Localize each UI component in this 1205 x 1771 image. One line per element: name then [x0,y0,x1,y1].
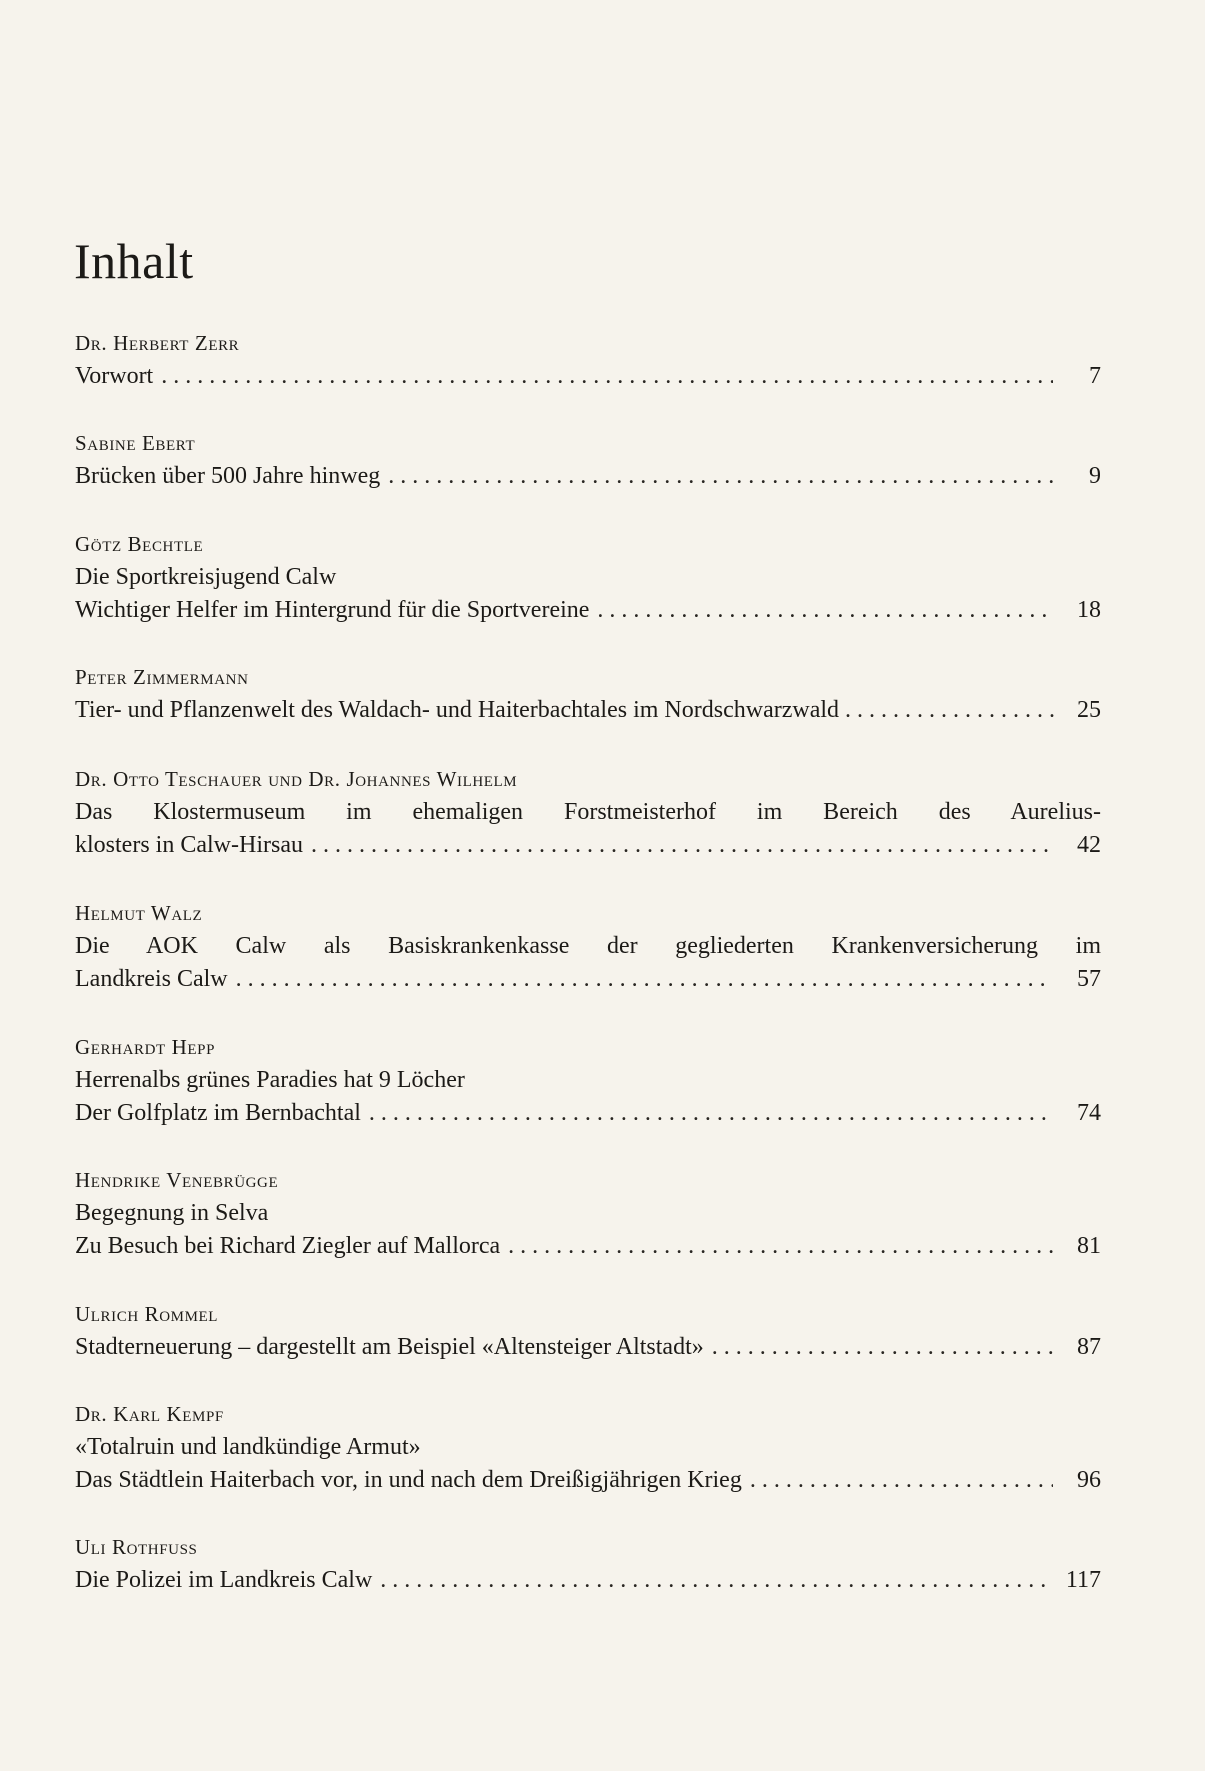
toc-entry-title: Das Klostermuseum im ehemaligen Forstmeisterhof im Bereich des Aurelius- [75,799,1101,825]
leader-dots [380,1564,1052,1597]
toc-entry-page: 57 [1077,966,1101,992]
toc-entry-author: Ulrich Rommel [75,1302,219,1326]
toc-entry-title-line[interactable] [75,360,1101,393]
toc-entry-title-line[interactable] [75,963,1101,996]
toc-entry-page: 25 [1077,697,1101,723]
toc-entry-title: Vorwort [75,363,154,389]
toc-entry-author: Gerhardt Hepp [75,1035,216,1059]
toc-entry-title-line[interactable] [75,829,1101,862]
leader-dots [712,1331,1053,1364]
toc-entry-author: Helmut Walz [75,901,203,925]
leader-dots [369,1097,1053,1130]
toc-entry-page: 42 [1077,832,1101,858]
toc-entry-title: «Totalruin und landkündige Armut» [75,1434,421,1460]
toc-entry [75,528,1101,627]
toc-entry-title-cont: Landkreis Calw [75,966,228,992]
toc-entry [75,1398,1101,1497]
toc-entry-author: Dr. Karl Kempf [75,1402,224,1426]
toc-entry-title-line[interactable] [75,1097,1101,1130]
toc-entry-page: 87 [1077,1334,1101,1360]
toc-entry-page: 117 [1065,1567,1101,1593]
leader-dots [508,1230,1053,1263]
toc-entry-title: Stadterneuerung – dargestellt am Beispiel «Altensteiger Altstadt» [75,1334,704,1360]
leader-dots [236,963,1053,996]
toc-entry-title-line[interactable] [75,594,1101,627]
toc-entry-subtitle: Das Städtlein Haiterbach vor, in und nach dem Dreißigjährigen Krieg [75,1467,742,1493]
toc-entry-page: 9 [1089,463,1101,489]
toc-entry [75,897,1101,996]
toc-entry-title-line[interactable] [75,460,1101,493]
toc-entry-author: Uli Rothfuss [75,1535,198,1559]
toc-entry [75,1164,1101,1263]
toc-entry-title: Die Sportkreisjugend Calw [75,564,337,590]
toc-entry [75,763,1101,862]
toc-entry-title-cont: klosters in Calw-Hirsau [75,832,303,858]
toc-entry-title-line[interactable] [75,1564,1101,1597]
toc-entry-author: Hendrike Venebrügge [75,1168,279,1192]
toc-entry-title-line[interactable] [75,1464,1101,1497]
toc-entry [75,661,1101,727]
toc-entry-title: Begegnung in Selva [75,1200,269,1226]
toc-entry [75,327,1101,393]
leader-dots [750,1464,1053,1497]
toc-entry-title: Brücken über 500 Jahre hinweg [75,463,381,489]
toc-entry-title: Tier- und Pflanzenwelt des Waldach- und Haiterbachtales im Nordschwarzwald [75,697,840,723]
toc-entry [75,1531,1101,1597]
toc-entry-subtitle: Wichtiger Helfer im Hintergrund für die Sportvereine [75,597,590,623]
toc-entry-page: 81 [1077,1233,1101,1259]
toc-entry-title: Herrenalbs grünes Paradies hat 9 Löcher [75,1067,465,1093]
toc-entry-page: 74 [1077,1100,1101,1126]
toc-entry-author: Peter Zimmermann [75,665,249,689]
toc-entry [75,1031,1101,1130]
toc-entry-title-line[interactable] [75,694,1101,727]
leader-dots [161,360,1053,393]
toc-entry-author: Dr. Herbert Zerr [75,331,240,355]
toc-entry [75,1298,1101,1364]
toc-entry-subtitle: Zu Besuch bei Richard Ziegler auf Mallorca [75,1233,501,1259]
leader-dots [845,694,1059,727]
leader-dots [388,460,1053,493]
toc-entry-title-line[interactable] [75,1331,1101,1364]
toc-entry-page: 18 [1077,597,1101,623]
toc-entry-title: Die Polizei im Landkreis Calw [75,1567,373,1593]
leader-dots [597,594,1053,627]
toc-entry-author: Götz Bechtle [75,532,204,556]
toc-entry-title: Die AOK Calw als Basiskrankenkasse der gegliederten Krankenversicherung im [75,933,1101,959]
toc-entry [75,427,1101,493]
toc-entry-page: 96 [1077,1467,1101,1493]
toc-entry-subtitle: Der Golfplatz im Bernbachtal [75,1100,361,1126]
toc-entry-page: 7 [1089,363,1101,389]
leader-dots [311,829,1053,862]
toc-entry-author: Sabine Ebert [75,431,196,455]
page-title: Inhalt [74,232,194,289]
toc-entry-title-line[interactable] [75,1230,1101,1263]
toc-entry-author: Dr. Otto Teschauer und Dr. Johannes Wilhelm [75,767,518,791]
